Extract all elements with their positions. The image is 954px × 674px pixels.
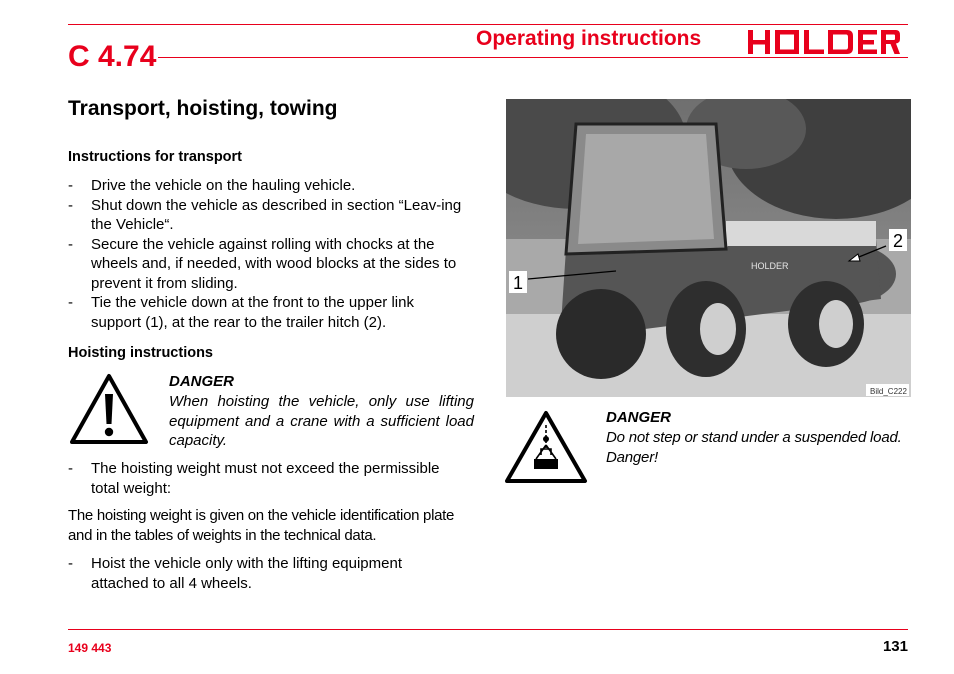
transport-heading: Instructions for transport <box>68 149 243 165</box>
section-number: C 4.74 <box>68 40 157 73</box>
list-item <box>68 235 466 294</box>
bullet-dash: - <box>68 555 73 572</box>
list-item-text: Tie the vehicle down at the front to the upper link support (1), at the rear to the trailer hitch (2). <box>91 294 414 331</box>
list-item-text: Secure the vehicle against rolling with chocks at the wheels and, if needed, with wood blocks at the sides to prevent it from sliding. <box>91 235 457 292</box>
vehicle-photo <box>506 99 911 397</box>
document-number: 149 443 <box>68 641 112 655</box>
danger-text: When hoisting the vehicle, only use lifting equipment and a crane with a sufficient load capacity. <box>169 393 474 449</box>
list-item-text: Hoist the vehicle only with the lifting equipment attached to all 4 wheels. <box>91 555 403 592</box>
vehicle-brand-label: HOLDER <box>751 261 789 271</box>
bullet-dash: - <box>68 196 73 214</box>
list-item-text: Shut down the vehicle as described in section “Leav-ing the Vehicle“. <box>91 196 462 233</box>
bullet-dash: - <box>68 460 73 477</box>
list-item <box>68 293 466 332</box>
transport-list <box>68 176 466 332</box>
bullet-dash: - <box>68 294 73 311</box>
suspended-load-warning-icon <box>503 409 589 485</box>
list-item-text: The hoisting weight must not exceed the permissible total weight: <box>91 460 440 497</box>
bullet-dash: - <box>68 235 73 253</box>
bullet-dash: - <box>68 177 73 194</box>
hoisting-list-1 <box>68 459 466 498</box>
callout-2: 2 <box>893 231 904 251</box>
hoisting-heading: Hoisting instructions <box>68 345 213 361</box>
list-item <box>68 176 466 196</box>
holder-logo <box>748 30 900 54</box>
footer-rule <box>68 629 908 630</box>
list-item <box>68 459 466 498</box>
header-top-rule <box>68 24 908 25</box>
header-bottom-rule <box>158 57 908 58</box>
list-item <box>68 554 448 593</box>
list-item <box>68 196 466 235</box>
page-number: 131 <box>882 638 908 655</box>
warning-exclamation-icon <box>68 372 150 446</box>
page-title: Transport, hoisting, towing <box>68 97 338 120</box>
figure-caption: Bild_C222 <box>870 387 907 396</box>
danger-right-label: DANGER <box>606 409 672 426</box>
danger-label: DANGER <box>169 373 235 390</box>
hoisting-paragraph: The hoisting weight is given on the vehicle identification plate and in the tables of weights in the technical data. <box>68 507 455 544</box>
header-title: Operating instructions <box>476 27 702 50</box>
callout-1: 1 <box>513 273 524 293</box>
hoisting-list-2 <box>68 554 448 593</box>
list-item-text: Drive the vehicle on the hauling vehicle. <box>91 177 356 194</box>
danger-right-text: Do not step or stand under a suspended load. Danger! <box>606 429 902 466</box>
